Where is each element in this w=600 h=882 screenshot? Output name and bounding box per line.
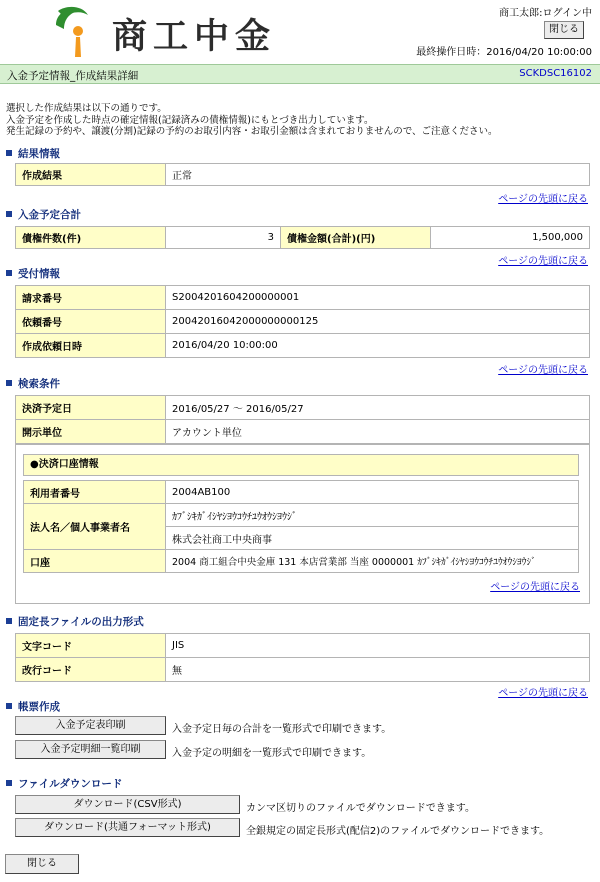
result-value: 正常 (166, 164, 590, 186)
download-common-format-button[interactable]: ダウンロード(共通フォーマット形式) (15, 818, 240, 837)
charcode-label: 文字コード (16, 634, 166, 658)
account-info-heading: ●決済口座情報 (23, 454, 579, 476)
section-download-heading: ファイルダウンロード (6, 776, 122, 791)
download-common-format-desc: 全銀規定の固定長形式(配信2)のファイルでダウンロードできます。 (246, 826, 550, 837)
disclosure-unit-label: 開示単位 (16, 420, 166, 444)
print-detail-desc: 入金予定の明細を一覧形式で印刷できます。 (172, 748, 372, 759)
settle-date-value: 2016/05/27 〜 2016/05/27 (166, 396, 590, 420)
screen-id: SCKDSC16102 (519, 68, 592, 79)
created-at-value: 2016/04/20 10:00:00 (166, 334, 590, 358)
count-value: 3 (166, 227, 281, 249)
section-total-heading: 入金予定合計 (6, 207, 81, 222)
table-row (16, 658, 590, 682)
square-bullet-icon (6, 780, 12, 786)
table-row (16, 634, 590, 658)
close-button-bottom[interactable]: 閉じる (5, 854, 79, 874)
intro-line: 入金予定を作成した時点の確定情報(記録済みの債権情報)にもとづき出力しています。 (6, 114, 374, 126)
back-to-top-link[interactable]: ページの先頭に戻る (498, 365, 588, 376)
logo-text: 商工中金 (112, 17, 277, 57)
table-row (24, 481, 579, 504)
table-row (16, 310, 590, 334)
charcode-value: JIS (166, 634, 590, 658)
result-label: 作成結果 (16, 164, 166, 186)
logo-mark-icon (48, 3, 108, 59)
section-fixed-heading: 固定長ファイルの出力形式 (6, 614, 144, 629)
disclosure-unit-value: アカウント単位 (166, 420, 590, 444)
reception-table (15, 285, 590, 358)
fixed-table (15, 633, 590, 682)
intro-line: 発生記録の予約や、譲渡(分割)記録の予約のお取引内容・お取引金額は含まれておりませんので、ご注意ください。 (6, 126, 498, 137)
table-row (24, 550, 579, 573)
table-row (16, 420, 590, 444)
table-row (16, 286, 590, 310)
section-result-heading: 結果情報 (6, 146, 60, 161)
section-reports-heading: 帳票作成 (6, 699, 60, 714)
amount-label: 債権金額(合計)(円) (281, 227, 431, 249)
square-bullet-icon (6, 150, 12, 156)
irai-no-label: 依頼番号 (16, 310, 166, 334)
request-no-value: S2004201604200000001 (166, 286, 590, 310)
corp-name-kana: ｶﾌﾞｼｷｶﾞｲｼﾔｼﾖｳｺｳﾁﾕｳｵｳｼﾖｳｼﾞ (166, 504, 579, 527)
intro-text (6, 103, 498, 138)
newline-value: 無 (166, 658, 590, 682)
section-reception-heading: 受付情報 (6, 266, 60, 281)
last-operation-time: 最終操作日時：2016/04/20 10:00:00 (416, 47, 592, 58)
result-table (15, 163, 590, 186)
section-search-heading: 検索条件 (6, 376, 60, 391)
total-table (15, 226, 590, 249)
square-bullet-icon (6, 380, 12, 386)
user-no-label: 利用者番号 (24, 481, 166, 504)
search-table (15, 395, 590, 444)
settle-date-label: 決済予定日 (16, 396, 166, 420)
download-csv-desc: カンマ区切りのファイルでダウンロードできます。 (246, 803, 475, 814)
square-bullet-icon (6, 703, 12, 709)
corp-name-label: 法人名／個人事業者名 (24, 504, 166, 550)
request-no-label: 請求番号 (16, 286, 166, 310)
irai-no-value: 20042016042000000000125 (166, 310, 590, 334)
amount-value: 1,500,000 (431, 227, 590, 249)
print-schedule-desc: 入金予定日毎の合計を一覧形式で印刷できます。 (172, 724, 392, 735)
table-row (16, 334, 590, 358)
header (0, 0, 600, 62)
page-title: 入金予定情報_作成結果詳細 (7, 70, 139, 82)
intro-line: 選択した作成結果は以下の通りです。 (6, 103, 167, 114)
logo (48, 3, 278, 59)
back-to-top-link[interactable]: ページの先頭に戻る (498, 194, 588, 205)
square-bullet-icon (6, 618, 12, 624)
count-label: 債権件数(件) (16, 227, 166, 249)
print-detail-button[interactable]: 入金予定明細一覧印刷 (15, 740, 166, 759)
user-no-value: 2004AB100 (166, 481, 579, 504)
back-to-top-link[interactable]: ページの先頭に戻る (498, 256, 588, 267)
download-csv-button[interactable]: ダウンロード(CSV形式) (15, 795, 240, 814)
account-table (23, 480, 579, 573)
back-to-top-link[interactable]: ページの先頭に戻る (490, 582, 580, 593)
newline-label: 改行コード (16, 658, 166, 682)
corp-name-kanji: 株式会社商工中央商事 (166, 527, 579, 550)
account-label: 口座 (24, 550, 166, 573)
close-button-top[interactable]: 閉じる (544, 21, 584, 39)
created-at-label: 作成依頼日時 (16, 334, 166, 358)
table-row (16, 396, 590, 420)
print-schedule-button[interactable]: 入金予定表印刷 (15, 716, 166, 735)
back-to-top-link[interactable]: ページの先頭に戻る (498, 688, 588, 699)
account-value: 2004 商工組合中央金庫 131 本店営業部 当座 0000001 ｶﾌﾞｼｷｶﾞｲｼﾔｼﾖｳｺｳﾁﾕｳｵｳｼﾖｳｼﾞ (166, 550, 579, 573)
title-bar (0, 64, 600, 84)
login-user: 商工太郎:ログイン中 (499, 8, 592, 19)
square-bullet-icon (6, 270, 12, 276)
table-row (24, 504, 579, 527)
square-bullet-icon (6, 211, 12, 217)
